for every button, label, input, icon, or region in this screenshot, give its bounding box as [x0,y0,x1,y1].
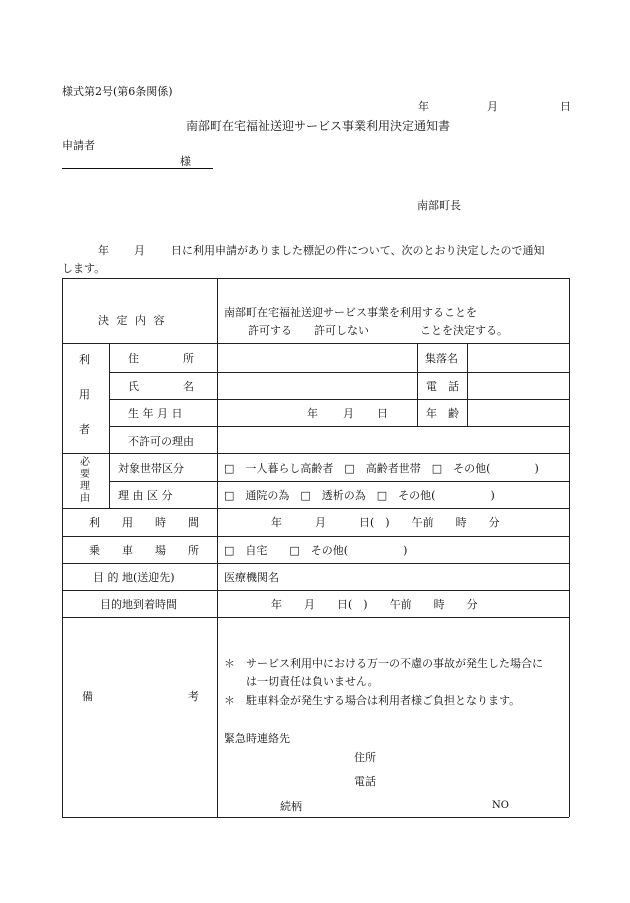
date-month: 月 [487,100,498,113]
issuer: 南部町長 [417,199,461,212]
applicant-name-line [62,168,213,169]
phone-label: 電 話 [426,380,459,393]
birth-label: 生 年 月 日 [128,407,183,420]
destination-value: 医療機関名 [224,571,279,584]
page-title: 南部町在宅福祉送迎サービス事業利用決定通知書 [186,119,451,133]
note-1-line-2: は一切責任は負いません。 [246,675,379,688]
birth-year: 年 [307,407,318,420]
boarding-label: 乗 車 場 所 [89,544,199,557]
decision-text: 南部町在宅福祉送迎サービス事業を利用することを [224,306,477,319]
arrival-label: 目的地到着時間 [100,598,177,611]
arrival-value: 年 月 日( ) 午前 時 分 [271,598,478,611]
deny-reason-label: 不許可の理由 [128,435,194,448]
applicant-honorific: 様 [180,155,191,168]
form-number: 様式第2号(第6条関係) [62,85,173,98]
contact-number-label: NO [492,800,509,811]
address-label: 住 所 [128,352,194,365]
relation-label: 続柄 [280,800,302,813]
use-time-label: 利 用 時 間 [89,516,199,529]
household-label: 対象世帯区分 [118,462,184,475]
date-year: 年 [418,100,429,113]
note-2-line-1: 駐車料金が発生する場合は利用者様ご負担となります。 [246,694,521,707]
intro-year: 年 [98,244,109,257]
reason-label: 理 由 区 分 [118,489,173,502]
date-day: 日 [560,100,571,113]
remarks-label-left: 備 [82,690,93,703]
birth-month: 月 [343,407,354,420]
destination-label: 目 的 地(送迎先) [93,571,175,584]
intro-month: 月 [134,244,145,257]
intro-text: 日に利用申請がありました標記の件について、次のとおり決定したので通知 [171,244,545,257]
birth-day: 日 [377,407,388,420]
decision-end-text: ことを決定する。 [420,324,508,337]
applicant-label: 申請者 [62,139,95,152]
intro-text-line2: します。 [62,262,106,275]
village-label: 集落名 [425,352,458,365]
note-1-line-1: サービス利用中における万一の不慮の事故が発生した場合に [246,657,543,670]
note-2-mark: ＊ [224,694,235,707]
age-label: 年 齢 [426,407,459,420]
decision-deny-option[interactable]: 許可しない [314,324,369,337]
remarks-label-right: 考 [188,690,199,703]
decision-label: 決 定 内 容 [98,314,165,327]
decision-permit-option[interactable]: 許可する [248,324,292,337]
use-time-value: 年 月 日( ) 午前 時 分 [271,516,500,529]
name-label: 氏 名 [128,380,194,393]
emergency-address-label: 住所 [354,751,376,764]
household-options[interactable]: □ 一人暮らし高齢者 □ 高齢者世帯 □ その他( ) [224,462,539,475]
boarding-options[interactable]: □ 自宅 □ その他( ) [224,544,408,557]
note-1-mark: ＊ [224,657,235,670]
emergency-contact-label: 緊急時連絡先 [224,732,290,745]
reason-options[interactable]: □ 通院の為 □ 透析の為 □ その他( ) [224,489,495,502]
emergency-phone-label: 電話 [354,775,376,788]
